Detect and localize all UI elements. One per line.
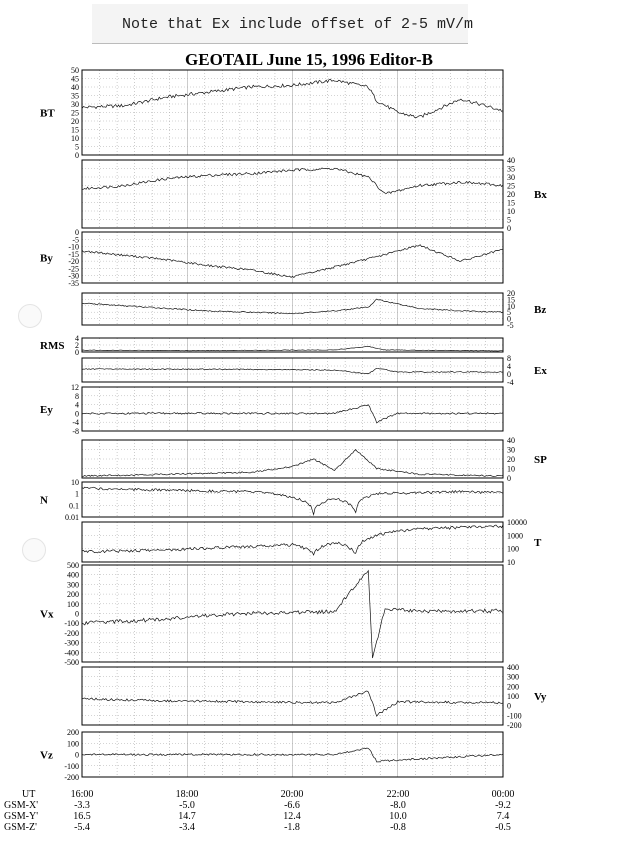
time-tick-label: 20:00 (280, 789, 304, 800)
n-tick-label: 0.01 (65, 513, 79, 522)
ex-tick-label: 4 (507, 362, 511, 371)
sp-tick-label: 0 (507, 474, 511, 483)
bt-tick-label: 30 (71, 100, 79, 109)
bt-tick-label: 10 (71, 134, 79, 143)
vy-tick-label: 300 (507, 672, 519, 682)
sp-tick-label: 30 (507, 445, 515, 455)
bx-panel-label: Bx (534, 189, 547, 201)
bz-tick-label: 5 (507, 308, 511, 318)
ey-tick-label: 8 (75, 391, 79, 401)
vz-panel-label: Vz (40, 749, 53, 762)
vy-tick-label: 0 (507, 701, 511, 711)
ex-tick-label: 8 (507, 354, 511, 363)
sp-panel-label: SP (534, 454, 547, 466)
bt-tick-label: 5 (75, 142, 79, 152)
ex-tick-label: 0 (507, 370, 511, 379)
vz-tick-label: 0 (75, 750, 79, 760)
gsm-value: -6.6 (284, 800, 300, 811)
gsm-value: 7.4 (496, 811, 510, 822)
bz-panel-label: Bz (534, 304, 547, 316)
vy-tick-label: -100 (507, 711, 522, 721)
bx-tick-label: 40 (507, 156, 515, 165)
gsm-value: -5.0 (179, 800, 195, 811)
gsm-value: -1.8 (284, 822, 300, 833)
bt-tick-label: 15 (71, 125, 79, 135)
gsm-value: -5.4 (74, 822, 90, 833)
vz-tick-label: 200 (67, 728, 79, 737)
gsm-value: -0.5 (495, 822, 511, 833)
by-tick-label: 0 (75, 228, 79, 237)
vx-tick-label: -100 (64, 619, 79, 629)
bt-tick-label: 35 (71, 91, 79, 101)
gsm-value: 14.7 (178, 811, 196, 822)
gsm-row-label: GSM-X' (4, 800, 39, 811)
bz-tick-label: 15 (507, 295, 515, 305)
by-tick-label: -15 (68, 249, 79, 259)
sp-tick-label: 40 (507, 436, 515, 445)
by-tick-label: -5 (72, 235, 79, 245)
time-tick-label: 16:00 (70, 789, 94, 800)
gsm-value: 10.0 (389, 811, 407, 822)
bt-tick-label: 40 (71, 83, 79, 92)
sp-tick-label: 20 (507, 455, 515, 464)
bt-tick-label: 0 (75, 151, 79, 160)
t-tick-label: 10 (507, 558, 515, 567)
vx-tick-label: 300 (67, 580, 79, 590)
ey-tick-label: 12 (71, 383, 79, 392)
vy-panel-label: Vy (534, 691, 547, 703)
rms-panel-label: RMS (40, 340, 65, 352)
gsm-value: -3.4 (179, 822, 195, 833)
vz-tick-label: -100 (64, 761, 79, 771)
vx-tick-label: -300 (64, 638, 79, 648)
ey-tick-label: -8 (72, 427, 79, 436)
vy-tick-label: -200 (507, 721, 522, 730)
ex-tick-label: -4 (507, 378, 514, 387)
bx-tick-label: 25 (507, 181, 515, 191)
gsm-row-label: GSM-Y' (4, 811, 39, 822)
bt-panel-label: BT (40, 107, 55, 120)
bz-tick-label: 10 (507, 301, 515, 311)
bt-tick-label: 45 (71, 74, 79, 84)
bt-tick-label: 20 (71, 117, 79, 126)
bx-tick-label: 15 (507, 198, 515, 208)
by-tick-label: -25 (68, 264, 79, 274)
vx-tick-label: -200 (64, 628, 79, 638)
gsm-value: -3.3 (74, 800, 90, 811)
n-tick-label: 10 (71, 478, 79, 487)
sp-tick-label: 10 (507, 464, 515, 474)
rms-tick-label: 4 (75, 334, 79, 343)
t-tick-label: 10000 (507, 518, 527, 527)
bx-tick-label: 20 (507, 190, 515, 199)
gsm-value: 16.5 (73, 811, 91, 822)
gsm-value: -0.8 (390, 822, 406, 833)
vy-tick-label: 200 (507, 682, 519, 692)
rms-tick-label: 2 (75, 341, 79, 350)
gsm-value: -9.2 (495, 800, 511, 811)
vy-tick-label: 400 (507, 663, 519, 672)
vx-tick-label: -500 (64, 658, 79, 667)
vx-tick-label: 200 (67, 590, 79, 600)
bx-tick-label: 10 (507, 207, 515, 216)
gsm-value: -8.0 (390, 800, 406, 811)
ut-label: UT (22, 789, 36, 800)
by-tick-label: -35 (68, 279, 79, 288)
vz-tick-label: 100 (67, 739, 79, 749)
bz-tick-label: 20 (507, 289, 515, 298)
ey-tick-label: 0 (75, 409, 79, 419)
by-tick-label: -20 (68, 257, 79, 267)
ey-panel-label: Ey (40, 404, 53, 416)
bt-tick-label: 50 (71, 66, 79, 75)
vx-tick-label: 400 (67, 570, 79, 580)
n-tick-label: 1 (75, 489, 79, 499)
vx-tick-label: -400 (64, 648, 79, 658)
by-tick-label: -30 (68, 271, 79, 281)
bt-tick-label: 25 (71, 108, 79, 118)
gsm-row-label: GSM-Z' (4, 822, 37, 833)
t-tick-label: 1000 (507, 531, 523, 541)
by-panel-label: By (40, 252, 53, 265)
vy-tick-label: 100 (507, 692, 519, 701)
bx-tick-label: 35 (507, 164, 515, 174)
offset-note-text: Note that Ex include offset of 2-5 mV/m (122, 16, 474, 33)
rms-tick-label: 0 (75, 348, 79, 357)
vx-panel-label: Vx (40, 608, 54, 621)
vz-tick-label: -200 (64, 773, 79, 782)
gsm-value: 12.4 (283, 811, 301, 822)
by-tick-label: -10 (68, 242, 79, 252)
vx-tick-label: 0 (75, 609, 79, 619)
bx-tick-label: 5 (507, 215, 511, 225)
time-tick-label: 22:00 (386, 789, 410, 800)
t-tick-label: 100 (507, 544, 519, 554)
vx-tick-label: 100 (67, 599, 79, 609)
n-panel-label: N (40, 494, 48, 507)
chart-title: GEOTAIL June 15, 1996 Editor-B (185, 50, 433, 69)
t-panel-label: T (534, 537, 542, 549)
bx-tick-label: 0 (507, 224, 511, 233)
time-tick-label: 00:00 (491, 789, 515, 800)
bx-tick-label: 30 (507, 173, 515, 182)
bz-tick-label: 0 (507, 314, 511, 324)
ey-tick-label: 4 (75, 400, 79, 410)
vx-tick-label: 500 (67, 561, 79, 570)
ex-panel-label: Ex (534, 365, 547, 377)
ey-tick-label: -4 (72, 418, 79, 428)
time-tick-label: 18:00 (175, 789, 199, 800)
bz-tick-label: -5 (507, 321, 514, 330)
n-tick-label: 0.1 (69, 501, 79, 511)
